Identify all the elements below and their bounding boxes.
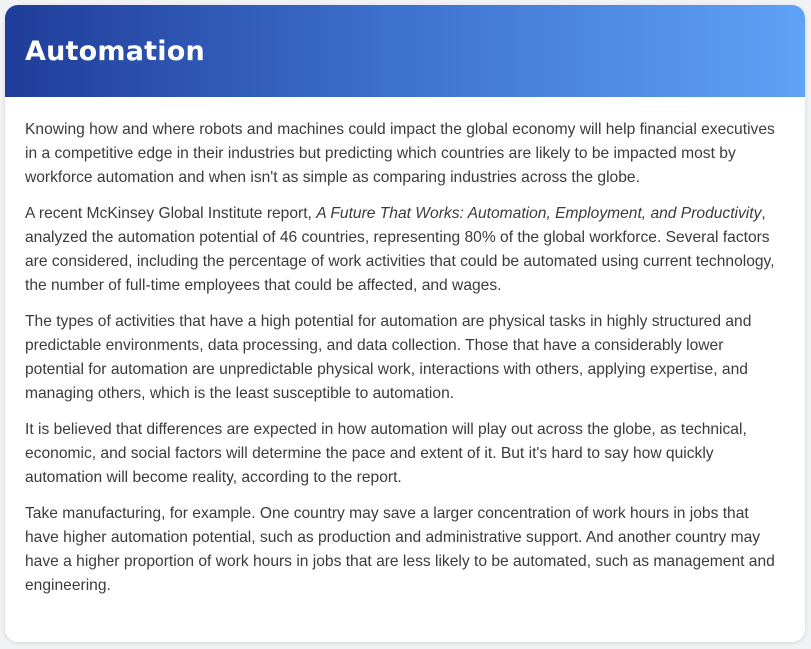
paragraph-report <box>25 202 785 298</box>
paragraph-global-differences: It is believed that differences are expected in how automation will play out across the globe, as technical, economic, and social factors will determine the pace and extent of it. But it's hard to say how quickly automation will become reality, according to the report. <box>25 421 747 486</box>
paragraph-report-rest: , analyzed the automation potential of 46 countries, representing 80% of the global workforce. Several factors are considered, including the percentage of work activities that could be automated using current technology, the number of full-time employees that could be affected, and wages. <box>25 205 775 294</box>
card-header <box>5 5 805 97</box>
paragraph-intro: Knowing how and where robots and machines could impact the global economy will help financial executives in a competitive edge in their industries but predicting which countries are likely to be impacted most by workforce automation and when isn't as simple as comparing industries across the globe. <box>25 121 775 186</box>
paragraph-report-lead: A recent McKinsey Global Institute report, <box>25 205 317 222</box>
article-body <box>5 97 805 598</box>
paragraph-activity-types: The types of activities that have a high potential for automation are physical tasks in highly structured and predictable environments, data processing, and data collection. Those that have a considerably lower potential for automation are unpredictable physical work, interactions with others, applying expertise, and managing others, which is the least susceptible to automation. <box>25 313 752 402</box>
paragraph-manufacturing: Take manufacturing, for example. One country may save a larger concentration of work hours in jobs that have higher automation potential, such as production and administrative support. And another country may have a higher proportion of work hours in jobs that are less likely to be automated, such as management and engineering. <box>25 505 775 594</box>
article-card <box>5 5 805 642</box>
report-title: A Future That Works: Automation, Employment, and Productivity <box>316 205 762 222</box>
page-title: Automation <box>25 35 205 67</box>
